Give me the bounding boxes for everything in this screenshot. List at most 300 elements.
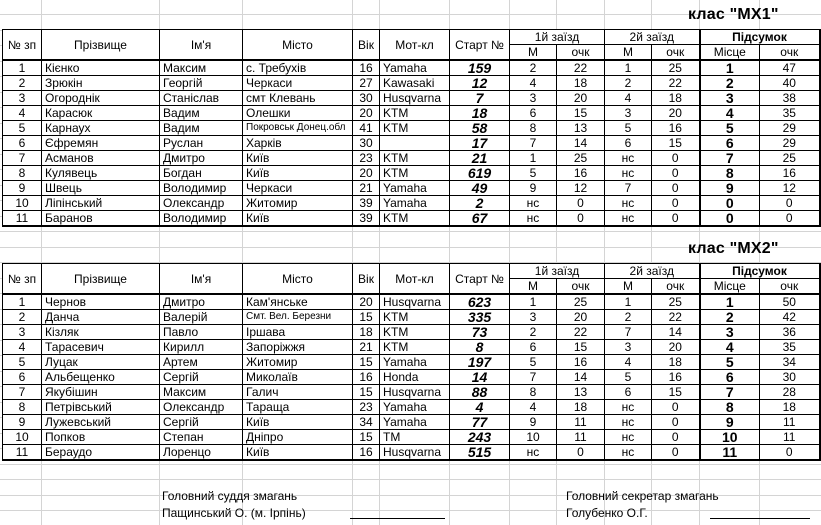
cell-final-pts: 29 bbox=[760, 136, 820, 151]
cell-row-num: 7 bbox=[3, 385, 42, 400]
cell-race2-pts: 0 bbox=[652, 430, 700, 445]
table-row bbox=[3, 370, 820, 385]
cell-surname: Ліпінський bbox=[42, 196, 160, 211]
cell-race1-pts: 25 bbox=[557, 294, 605, 310]
cell-final-pts: 16 bbox=[760, 166, 820, 181]
cell-race1-pts: 13 bbox=[557, 385, 605, 400]
cell-race1-pos: 4 bbox=[510, 76, 557, 91]
cell-first-name: Руслан bbox=[160, 136, 243, 151]
cell-motorcycle: Yamaha bbox=[380, 415, 450, 430]
table-row bbox=[3, 76, 820, 91]
mx1-results-table bbox=[2, 29, 821, 227]
cell-row-num: 4 bbox=[3, 106, 42, 121]
cell-race2-pts: 0 bbox=[652, 211, 700, 227]
cell-final-place: 5 bbox=[700, 355, 760, 370]
cell-row-num: 1 bbox=[3, 60, 42, 76]
cell-row-num: 8 bbox=[3, 400, 42, 415]
cell-start-number: 73 bbox=[450, 325, 510, 340]
col-header-city: Місто bbox=[243, 30, 353, 61]
cell-start-number: 623 bbox=[450, 294, 510, 310]
cell-race1-pts: 0 bbox=[557, 445, 605, 461]
cell-first-name: Степан bbox=[160, 430, 243, 445]
table-row bbox=[3, 136, 820, 151]
cell-motorcycle: Yamaha bbox=[380, 60, 450, 76]
cell-surname: Швець bbox=[42, 181, 160, 196]
cell-start-number: 4 bbox=[450, 400, 510, 415]
cell-race2-pts: 0 bbox=[652, 196, 700, 211]
cell-age: 23 bbox=[353, 400, 380, 415]
cell-city: Київ bbox=[243, 166, 353, 181]
cell-race1-pos: 4 bbox=[510, 400, 557, 415]
mx2-class-title: клас "MX2" bbox=[688, 240, 779, 257]
cell-motorcycle: Honda bbox=[380, 370, 450, 385]
cell-race1-pts: 14 bbox=[557, 136, 605, 151]
cell-race1-pos: 3 bbox=[510, 91, 557, 106]
cell-race1-pos: 2 bbox=[510, 60, 557, 76]
cell-final-place: 2 bbox=[700, 310, 760, 325]
col-header-race1: 1й заїзд bbox=[510, 30, 605, 45]
table-row bbox=[3, 430, 820, 445]
cell-race2-pos: нс bbox=[605, 151, 652, 166]
cell-race2-pos: 4 bbox=[605, 91, 652, 106]
col-header-race2-pts: очк bbox=[652, 279, 700, 295]
cell-race2-pos: 6 bbox=[605, 385, 652, 400]
grid-line bbox=[0, 464, 821, 465]
cell-first-name: Станіслав bbox=[160, 91, 243, 106]
cell-start-number: 21 bbox=[450, 151, 510, 166]
cell-final-place: 4 bbox=[700, 340, 760, 355]
table-row bbox=[3, 106, 820, 121]
cell-final-place: 1 bbox=[700, 294, 760, 310]
cell-age: 30 bbox=[353, 91, 380, 106]
cell-row-num: 9 bbox=[3, 415, 42, 430]
cell-final-place: 3 bbox=[700, 325, 760, 340]
cell-race1-pos: 7 bbox=[510, 370, 557, 385]
cell-surname: Чернов bbox=[42, 294, 160, 310]
cell-race2-pos: 1 bbox=[605, 60, 652, 76]
col-header-race2-pts: очк bbox=[652, 45, 700, 61]
cell-race2-pts: 0 bbox=[652, 400, 700, 415]
col-header-num: № зп bbox=[3, 264, 42, 295]
cell-final-pts: 38 bbox=[760, 91, 820, 106]
cell-surname: Зрюкін bbox=[42, 76, 160, 91]
cell-row-num: 6 bbox=[3, 370, 42, 385]
cell-final-place: 0 bbox=[700, 211, 760, 227]
table-row bbox=[3, 166, 820, 181]
cell-race1-pos: 5 bbox=[510, 355, 557, 370]
cell-surname: Кізляк bbox=[42, 325, 160, 340]
cell-race2-pos: нс bbox=[605, 445, 652, 461]
cell-city: Олешки bbox=[243, 106, 353, 121]
cell-race2-pts: 16 bbox=[652, 121, 700, 136]
cell-final-place: 6 bbox=[700, 370, 760, 385]
cell-start-number: 8 bbox=[450, 340, 510, 355]
col-header-surname: Прізвище bbox=[42, 30, 160, 61]
cell-final-pts: 50 bbox=[760, 294, 820, 310]
cell-start-number: 197 bbox=[450, 355, 510, 370]
table-row bbox=[3, 151, 820, 166]
cell-city: Житомир bbox=[243, 196, 353, 211]
cell-city: Тараща bbox=[243, 400, 353, 415]
cell-race2-pos: нс bbox=[605, 430, 652, 445]
cell-city: Київ bbox=[243, 151, 353, 166]
cell-race1-pos: 1 bbox=[510, 151, 557, 166]
cell-final-place: 2 bbox=[700, 76, 760, 91]
cell-row-num: 8 bbox=[3, 166, 42, 181]
cell-race2-pos: 2 bbox=[605, 76, 652, 91]
cell-motorcycle: KTM bbox=[380, 166, 450, 181]
cell-motorcycle: Kawasaki bbox=[380, 76, 450, 91]
cell-first-name: Вадим bbox=[160, 121, 243, 136]
cell-race1-pts: 20 bbox=[557, 310, 605, 325]
cell-motorcycle: Yamaha bbox=[380, 355, 450, 370]
cell-start-number: 58 bbox=[450, 121, 510, 136]
cell-race2-pts: 0 bbox=[652, 151, 700, 166]
cell-final-place: 11 bbox=[700, 445, 760, 461]
cell-final-pts: 35 bbox=[760, 106, 820, 121]
cell-final-place: 7 bbox=[700, 151, 760, 166]
cell-row-num: 11 bbox=[3, 445, 42, 461]
cell-first-name: Олександр bbox=[160, 196, 243, 211]
cell-race2-pts: 22 bbox=[652, 310, 700, 325]
cell-race2-pts: 16 bbox=[652, 370, 700, 385]
cell-age: 21 bbox=[353, 181, 380, 196]
cell-motorcycle: Yamaha bbox=[380, 196, 450, 211]
cell-age: 39 bbox=[353, 211, 380, 227]
cell-start-number: 335 bbox=[450, 310, 510, 325]
cell-age: 20 bbox=[353, 294, 380, 310]
cell-race2-pts: 14 bbox=[652, 325, 700, 340]
cell-first-name: Максим bbox=[160, 385, 243, 400]
cell-city: Харків bbox=[243, 136, 353, 151]
cell-city: с. Требухів bbox=[243, 60, 353, 76]
cell-race1-pos: нс bbox=[510, 211, 557, 227]
col-header-total-pts: очк bbox=[760, 45, 820, 61]
cell-surname: Карасюк bbox=[42, 106, 160, 121]
cell-race2-pos: 6 bbox=[605, 136, 652, 151]
cell-final-pts: 35 bbox=[760, 340, 820, 355]
cell-age: 20 bbox=[353, 166, 380, 181]
cell-age: 27 bbox=[353, 76, 380, 91]
cell-race1-pos: нс bbox=[510, 445, 557, 461]
cell-race1-pos: 5 bbox=[510, 166, 557, 181]
cell-surname: Кієнко bbox=[42, 60, 160, 76]
cell-row-num: 4 bbox=[3, 340, 42, 355]
cell-race2-pts: 0 bbox=[652, 181, 700, 196]
cell-race1-pos: 6 bbox=[510, 106, 557, 121]
cell-age: 15 bbox=[353, 430, 380, 445]
cell-race1-pts: 15 bbox=[557, 340, 605, 355]
chief-judge-name: Пащинський О. (м. Ірпінь) bbox=[162, 506, 306, 520]
cell-race2-pts: 0 bbox=[652, 415, 700, 430]
cell-final-pts: 30 bbox=[760, 370, 820, 385]
grid-line bbox=[0, 510, 821, 511]
col-header-city: Місто bbox=[243, 264, 353, 295]
col-header-race2-m: М bbox=[605, 279, 652, 295]
judge-signature-line bbox=[350, 518, 445, 519]
cell-surname: Тарасевич bbox=[42, 340, 160, 355]
cell-final-place: 10 bbox=[700, 430, 760, 445]
mx2-results-table bbox=[2, 263, 821, 461]
cell-surname: Асманов bbox=[42, 151, 160, 166]
cell-first-name: Валерій bbox=[160, 310, 243, 325]
table-row bbox=[3, 400, 820, 415]
cell-motorcycle: Husqvarna bbox=[380, 385, 450, 400]
cell-surname: Бераудо bbox=[42, 445, 160, 461]
cell-city: Іршава bbox=[243, 325, 353, 340]
cell-final-place: 3 bbox=[700, 91, 760, 106]
cell-start-number: 17 bbox=[450, 136, 510, 151]
cell-race2-pos: 4 bbox=[605, 355, 652, 370]
col-header-start: Старт № bbox=[450, 264, 510, 295]
cell-age: 15 bbox=[353, 385, 380, 400]
col-header-moto: Мот-кл bbox=[380, 264, 450, 295]
cell-race2-pts: 25 bbox=[652, 294, 700, 310]
cell-city: Київ bbox=[243, 415, 353, 430]
cell-race1-pts: 11 bbox=[557, 430, 605, 445]
cell-city: Галич bbox=[243, 385, 353, 400]
cell-motorcycle bbox=[380, 136, 450, 151]
cell-final-pts: 0 bbox=[760, 445, 820, 461]
cell-race1-pts: 22 bbox=[557, 325, 605, 340]
cell-first-name: Сергій bbox=[160, 415, 243, 430]
cell-final-place: 8 bbox=[700, 400, 760, 415]
cell-row-num: 11 bbox=[3, 211, 42, 227]
table-row bbox=[3, 91, 820, 106]
cell-motorcycle: KTM bbox=[380, 340, 450, 355]
col-header-name: Ім'я bbox=[160, 30, 243, 61]
cell-motorcycle: TM bbox=[380, 430, 450, 445]
cell-age: 23 bbox=[353, 151, 380, 166]
cell-first-name: Георгій bbox=[160, 76, 243, 91]
cell-race1-pts: 13 bbox=[557, 121, 605, 136]
cell-motorcycle: KTM bbox=[380, 121, 450, 136]
cell-city: Миколаїв bbox=[243, 370, 353, 385]
cell-city: Кам'янське bbox=[243, 294, 353, 310]
cell-row-num: 1 bbox=[3, 294, 42, 310]
cell-final-place: 5 bbox=[700, 121, 760, 136]
cell-final-pts: 40 bbox=[760, 76, 820, 91]
cell-city: Дніпро bbox=[243, 430, 353, 445]
cell-race1-pos: 9 bbox=[510, 415, 557, 430]
cell-start-number: 12 bbox=[450, 76, 510, 91]
cell-final-pts: 34 bbox=[760, 355, 820, 370]
cell-surname: Альбещенко bbox=[42, 370, 160, 385]
col-header-race2-m: М bbox=[605, 45, 652, 61]
cell-race2-pos: нс bbox=[605, 211, 652, 227]
cell-start-number: 88 bbox=[450, 385, 510, 400]
col-header-total: Підсумок bbox=[700, 264, 820, 279]
cell-final-place: 1 bbox=[700, 60, 760, 76]
cell-final-place: 7 bbox=[700, 385, 760, 400]
cell-race1-pos: 7 bbox=[510, 136, 557, 151]
cell-race2-pts: 0 bbox=[652, 166, 700, 181]
cell-first-name: Володимир bbox=[160, 211, 243, 227]
cell-race2-pos: нс bbox=[605, 400, 652, 415]
col-header-race1: 1й заїзд bbox=[510, 264, 605, 279]
cell-city: Черкаси bbox=[243, 76, 353, 91]
cell-race1-pts: 12 bbox=[557, 181, 605, 196]
cell-age: 41 bbox=[353, 121, 380, 136]
cell-city: Київ bbox=[243, 445, 353, 461]
cell-race1-pos: 8 bbox=[510, 121, 557, 136]
table-row bbox=[3, 196, 820, 211]
cell-race2-pts: 22 bbox=[652, 76, 700, 91]
table-row bbox=[3, 211, 820, 227]
cell-race1-pts: 25 bbox=[557, 151, 605, 166]
cell-surname: Луцак bbox=[42, 355, 160, 370]
cell-final-pts: 18 bbox=[760, 400, 820, 415]
cell-city: Запоріжжя bbox=[243, 340, 353, 355]
grid-line bbox=[0, 479, 821, 480]
table-row bbox=[3, 310, 820, 325]
cell-city: Смт. Вел. Березни bbox=[243, 310, 353, 325]
cell-row-num: 7 bbox=[3, 151, 42, 166]
table-row bbox=[3, 385, 820, 400]
col-header-place: Місце bbox=[700, 45, 760, 61]
cell-start-number: 7 bbox=[450, 91, 510, 106]
cell-race1-pts: 0 bbox=[557, 211, 605, 227]
cell-city: Київ bbox=[243, 211, 353, 227]
table-row bbox=[3, 294, 820, 310]
cell-age: 15 bbox=[353, 355, 380, 370]
cell-final-pts: 36 bbox=[760, 325, 820, 340]
cell-final-pts: 11 bbox=[760, 415, 820, 430]
cell-row-num: 5 bbox=[3, 121, 42, 136]
cell-age: 18 bbox=[353, 325, 380, 340]
cell-final-pts: 11 bbox=[760, 430, 820, 445]
cell-start-number: 77 bbox=[450, 415, 510, 430]
cell-race1-pts: 20 bbox=[557, 91, 605, 106]
cell-final-pts: 12 bbox=[760, 181, 820, 196]
cell-final-place: 9 bbox=[700, 415, 760, 430]
table-row bbox=[3, 121, 820, 136]
cell-start-number: 18 bbox=[450, 106, 510, 121]
cell-row-num: 2 bbox=[3, 310, 42, 325]
cell-race2-pts: 0 bbox=[652, 445, 700, 461]
col-header-race1-pts: очк bbox=[557, 279, 605, 295]
cell-race2-pos: 2 bbox=[605, 310, 652, 325]
col-header-surname: Прізвище bbox=[42, 264, 160, 295]
secretary-signature-line bbox=[710, 518, 810, 519]
col-header-race2: 2й заїзд bbox=[605, 264, 700, 279]
cell-first-name: Богдан bbox=[160, 166, 243, 181]
table-row bbox=[3, 340, 820, 355]
cell-motorcycle: KTM bbox=[380, 151, 450, 166]
cell-motorcycle: KTM bbox=[380, 325, 450, 340]
cell-race1-pos: 3 bbox=[510, 310, 557, 325]
cell-surname: Кулявець bbox=[42, 166, 160, 181]
cell-race2-pos: 5 bbox=[605, 370, 652, 385]
cell-motorcycle: KTM bbox=[380, 310, 450, 325]
table-row bbox=[3, 415, 820, 430]
col-header-race1-m: М bbox=[510, 45, 557, 61]
cell-final-pts: 0 bbox=[760, 196, 820, 211]
chief-secretary-name: Голубенко О.Г. bbox=[566, 506, 648, 520]
cell-motorcycle: KTM bbox=[380, 211, 450, 227]
cell-race2-pts: 20 bbox=[652, 340, 700, 355]
cell-race2-pos: 7 bbox=[605, 181, 652, 196]
cell-first-name: Лоренцо bbox=[160, 445, 243, 461]
cell-race2-pos: 1 bbox=[605, 294, 652, 310]
cell-race1-pts: 22 bbox=[557, 60, 605, 76]
cell-final-pts: 29 bbox=[760, 121, 820, 136]
cell-city: Черкаси bbox=[243, 181, 353, 196]
cell-age: 30 bbox=[353, 136, 380, 151]
cell-first-name: Дмитро bbox=[160, 151, 243, 166]
cell-race2-pos: 7 bbox=[605, 325, 652, 340]
col-header-race2: 2й заїзд bbox=[605, 30, 700, 45]
cell-final-place: 4 bbox=[700, 106, 760, 121]
table-row bbox=[3, 355, 820, 370]
grid-line bbox=[0, 231, 821, 232]
cell-race1-pts: 16 bbox=[557, 166, 605, 181]
cell-first-name: Артем bbox=[160, 355, 243, 370]
mx1-class-title: клас "MX1" bbox=[688, 6, 779, 23]
cell-age: 15 bbox=[353, 310, 380, 325]
cell-surname: Єфремян bbox=[42, 136, 160, 151]
cell-race1-pts: 0 bbox=[557, 196, 605, 211]
cell-final-pts: 28 bbox=[760, 385, 820, 400]
col-header-total-pts: очк bbox=[760, 279, 820, 295]
chief-secretary-title: Головний секретар змагань bbox=[566, 489, 719, 503]
cell-race1-pos: 2 bbox=[510, 325, 557, 340]
cell-first-name: Павло bbox=[160, 325, 243, 340]
cell-motorcycle: Husqvarna bbox=[380, 91, 450, 106]
cell-first-name: Володимир bbox=[160, 181, 243, 196]
col-header-age: Вік bbox=[353, 264, 380, 295]
cell-start-number: 619 bbox=[450, 166, 510, 181]
cell-row-num: 2 bbox=[3, 76, 42, 91]
col-header-place: Місце bbox=[700, 279, 760, 295]
cell-first-name: Сергій bbox=[160, 370, 243, 385]
cell-race2-pos: 3 bbox=[605, 340, 652, 355]
cell-race1-pts: 18 bbox=[557, 400, 605, 415]
cell-age: 16 bbox=[353, 445, 380, 461]
cell-motorcycle: Husqvarna bbox=[380, 294, 450, 310]
cell-race2-pos: нс bbox=[605, 196, 652, 211]
cell-age: 20 bbox=[353, 106, 380, 121]
col-header-name: Ім'я bbox=[160, 264, 243, 295]
cell-row-num: 10 bbox=[3, 196, 42, 211]
cell-start-number: 67 bbox=[450, 211, 510, 227]
cell-race2-pts: 18 bbox=[652, 355, 700, 370]
col-header-start: Старт № bbox=[450, 30, 510, 61]
cell-race2-pts: 20 bbox=[652, 106, 700, 121]
cell-motorcycle: Yamaha bbox=[380, 181, 450, 196]
cell-race2-pos: нс bbox=[605, 166, 652, 181]
col-header-race1-m: М bbox=[510, 279, 557, 295]
cell-age: 21 bbox=[353, 340, 380, 355]
cell-motorcycle: KTM bbox=[380, 106, 450, 121]
chief-judge-title: Головний суддя змагань bbox=[162, 489, 298, 503]
col-header-total: Підсумок bbox=[700, 30, 820, 45]
cell-race1-pts: 16 bbox=[557, 355, 605, 370]
cell-motorcycle: Yamaha bbox=[380, 400, 450, 415]
cell-city: смт Клевань bbox=[243, 91, 353, 106]
cell-first-name: Кирилл bbox=[160, 340, 243, 355]
cell-age: 39 bbox=[353, 196, 380, 211]
table-row bbox=[3, 445, 820, 461]
cell-race1-pos: нс bbox=[510, 196, 557, 211]
cell-motorcycle: Husqvarna bbox=[380, 445, 450, 461]
col-header-moto: Мот-кл bbox=[380, 30, 450, 61]
cell-surname: Петрівський bbox=[42, 400, 160, 415]
col-header-age: Вік bbox=[353, 30, 380, 61]
cell-surname: Попков bbox=[42, 430, 160, 445]
cell-city: Житомир bbox=[243, 355, 353, 370]
table-row bbox=[3, 60, 820, 76]
